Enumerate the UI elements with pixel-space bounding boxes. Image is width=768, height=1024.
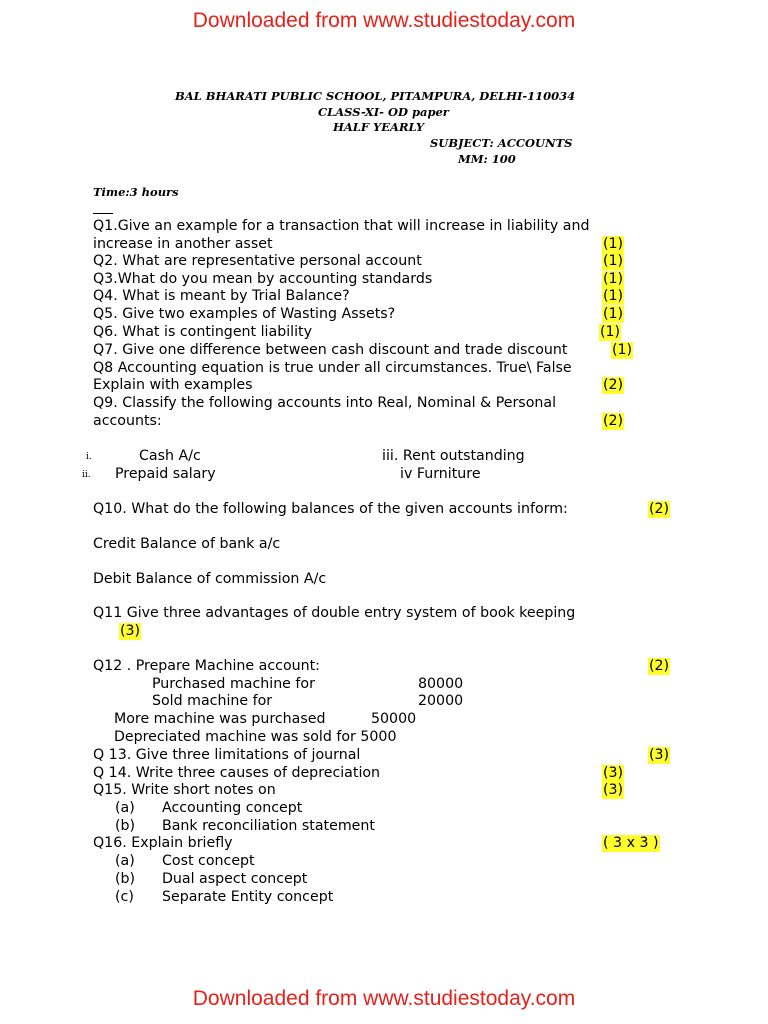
q12-item-label: Depreciated machine was sold for 5000 [114,729,397,745]
time-line: Time:3 hours [93,185,179,199]
q16-part: Dual aspect concept [162,871,308,887]
q11-text: Q11 Give three advantages of double entry system of book keeping [93,605,576,621]
q10-part-a: Credit Balance of bank a/c [93,536,281,552]
school-name: BAL BHARATI PUBLIC SCHOOL, PITAMPURA, DELHI-110034 [175,89,576,103]
q6-marks: (1) [600,324,621,340]
q5-text: Q5. Give two examples of Wasting Assets? [93,306,396,322]
q7-marks: (1) [612,342,633,358]
q15-marks: (3) [603,782,624,798]
q15-part-label: (a) [115,800,135,816]
q5-marks: (1) [603,306,624,322]
q16-part-label: (b) [115,871,136,887]
q4-text: Q4. What is meant by Trial Balance? [93,288,350,304]
max-marks: MM: 100 [458,152,516,166]
download-banner-bottom[interactable]: Downloaded from www.studiestoday.com [192,987,576,1010]
q2-text: Q2. What are representative personal account [93,253,422,269]
q12-item-label: More machine was purchased [114,711,326,727]
q12-item-label: Purchased machine for [152,676,315,692]
q2-marks: (1) [603,253,624,269]
q8-line1: Q8 Accounting equation is true under all circumstances. True\ False [93,360,572,376]
q3-text: Q3.What do you mean by accounting standards [93,271,433,287]
download-banner-top[interactable]: Downloaded from www.studiestoday.com [192,9,576,32]
q14-text: Q 14. Write three causes of depreciation [93,765,381,781]
q9-item: Prepaid salary [115,466,216,482]
q16-part: Separate Entity concept [162,889,334,905]
q13-marks: (3) [649,747,670,763]
exam-name: HALF YEARLY [333,120,425,134]
q10-part-b: Debit Balance of commission A/c [93,571,327,587]
q10-marks: (2) [649,501,670,517]
q15-text: Q15. Write short notes on [93,782,276,798]
q11-marks: (3) [120,623,141,639]
blank-underline [93,213,113,214]
q16-marks: ( 3 x 3 ) [603,835,659,851]
q16-part-label: (a) [115,853,135,869]
q1-line2: increase in another asset [93,236,273,252]
q15-part-label: (b) [115,818,136,834]
q3-marks: (1) [603,271,624,287]
q16-part: Cost concept [162,853,255,869]
q12-item-value: 80000 [418,676,464,692]
q16-text: Q16. Explain briefly [93,835,233,851]
q9-line1: Q9. Classify the following accounts into Real, Nominal & Personal [93,395,557,411]
class-line: CLASS-XI- OD paper [318,105,449,119]
q9-item-number: i. [86,452,92,462]
q9-item: iii. Rent outstanding [382,448,525,464]
q8-marks: (2) [603,377,624,393]
q12-marks: (2) [649,658,670,674]
q12-item-value: 50000 [371,711,417,727]
q15-part: Bank reconciliation statement [162,818,375,834]
q7-text: Q7. Give one difference between cash discount and trade discount [93,342,568,358]
q9-item: iv Furniture [400,466,481,482]
q9-marks: (2) [603,413,624,429]
q12-item-value: 20000 [418,693,464,709]
q16-part-label: (c) [115,889,134,905]
subject-line: SUBJECT: ACCOUNTS [430,136,573,150]
q12-item-label: Sold machine for [152,693,273,709]
q15-part: Accounting concept [162,800,303,816]
q14-marks: (3) [603,765,624,781]
q12-text: Q12 . Prepare Machine account: [93,658,320,674]
q6-text: Q6. What is contingent liability [93,324,312,340]
q9-line2: accounts: [93,413,162,429]
q1-line1: Q1.Give an example for a transaction that will increase in liability and [93,218,590,234]
q9-item: Cash A/c [139,448,201,464]
q10-text: Q10. What do the following balances of the given accounts inform: [93,501,568,517]
q1-marks: (1) [603,236,624,252]
q9-item-number: ii. [82,470,91,480]
q8-line2: Explain with examples [93,377,253,393]
q13-text: Q 13. Give three limitations of journal [93,747,361,763]
q4-marks: (1) [603,288,624,304]
